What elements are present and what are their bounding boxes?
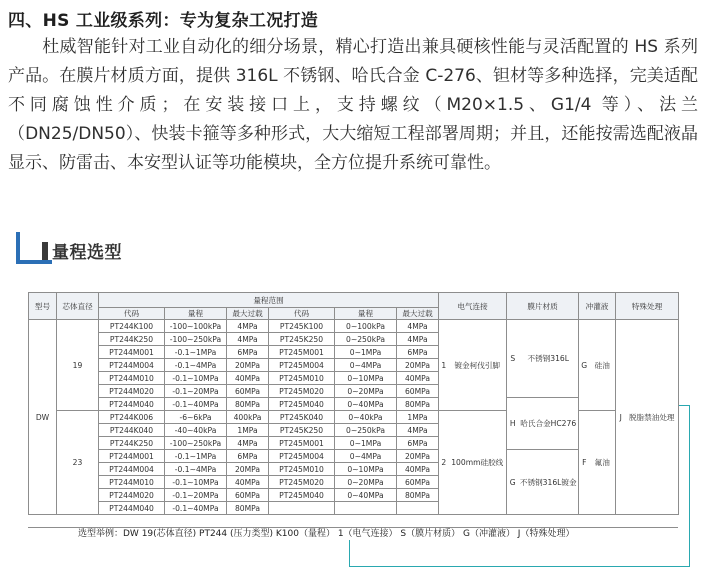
range-range-a-cell: -0.1~40MPa — [165, 398, 227, 411]
range-range-a-cell: -6~6kPa — [165, 411, 227, 424]
range-code-a-cell: PT244K040 — [99, 424, 165, 437]
range-overload-a-cell: 40MPa — [227, 372, 269, 385]
electrical-label-cell: 镀金柯伐引脚 — [449, 320, 507, 411]
diaphragm-code-cell: H — [507, 398, 519, 450]
range-range-a-cell: -100~250kPa — [165, 333, 227, 346]
range-overload-a-cell: 20MPa — [227, 359, 269, 372]
range-overload-b-cell: 60MPa — [397, 385, 439, 398]
range-overload-a-cell: 6MPa — [227, 346, 269, 359]
header-range-group: 量程范围 — [99, 293, 439, 308]
range-code-b-cell: PT245M010 — [269, 372, 335, 385]
range-range-a-cell: -100~100kPa — [165, 320, 227, 333]
diaphragm-label-cell: 不锈钢316L — [519, 320, 579, 398]
header-model: 型号 — [29, 293, 57, 320]
intro-text: 杜威智能针对工业自动化的细分场景，精心打造出兼具硬核性能与灵活配置的 HS 系列产品。在膜片材质方面，提供 316L 不锈钢、哈氏合金 C-276、钽材等多种选择，完美适配不同腐蚀性介质；在安装接口上，支持螺纹（M20×1.5、G1/4 等）、法兰（DN25/DN50）、快装卡箍等多种形式，大大缩短工程部署周期；并且，还能按需选配液晶显示、防雷击、本安型认证等功能模块，全方位提升系统可靠性。 — [8, 37, 698, 173]
special-label-cell: 脱脂禁油处理 — [626, 320, 679, 515]
range-range-a-cell: -0.1~10MPa — [165, 372, 227, 385]
range-code-b-cell: PT245K040 — [269, 411, 335, 424]
range-code-a-cell: PT244M004 — [99, 359, 165, 372]
range-code-a-cell: PT244K100 — [99, 320, 165, 333]
range-overload-b-cell: 20MPa — [397, 359, 439, 372]
title-marker-icon — [42, 242, 48, 260]
range-overload-b-cell: 60MPa — [397, 476, 439, 489]
range-range-b-cell: 0~20MPa — [335, 476, 397, 489]
table-row — [29, 320, 679, 333]
range-range-b-cell: 0~250kPa — [335, 333, 397, 346]
range-range-b-cell: 0~1MPa — [335, 346, 397, 359]
diaphragm-code-cell: G — [507, 450, 519, 515]
range-code-b-cell: PT245M004 — [269, 359, 335, 372]
range-overload-b-cell: 4MPa — [397, 424, 439, 437]
model-cell: DW — [29, 320, 57, 515]
range-overload-a-cell: 4MPa — [227, 333, 269, 346]
diaphragm-code-cell: S — [507, 320, 519, 398]
range-code-a-cell: PT244M020 — [99, 489, 165, 502]
header-diaphragm: 膜片材质 — [507, 293, 579, 320]
range-overload-a-cell: 20MPa — [227, 463, 269, 476]
range-code-a-cell: PT244K006 — [99, 411, 165, 424]
range-code-b-cell: PT245M001 — [269, 346, 335, 359]
range-overload-b-cell: 40MPa — [397, 463, 439, 476]
range-range-a-cell: -0.1~4MPa — [165, 463, 227, 476]
selection-example: 选型举例：DW 19(芯体直径) PT244 (压力类型) K100（量程） 1（电气连接） S（膜片材质） G（冲灌液） J（特殊处理） — [28, 527, 678, 540]
range-overload-a-cell: 6MPa — [227, 450, 269, 463]
range-overload-a-cell: 60MPa — [227, 385, 269, 398]
range-range-b-cell: 0~100kPa — [335, 320, 397, 333]
core-diameter-cell: 19 — [57, 320, 99, 411]
table-row — [29, 411, 679, 424]
range-range-b-cell: 0~1MPa — [335, 437, 397, 450]
range-range-b-cell — [335, 502, 397, 515]
header-max-overpressure: 最大过载 — [227, 308, 269, 320]
range-code-a-cell: PT244K250 — [99, 437, 165, 450]
range-code-b-cell: PT245M001 — [269, 437, 335, 450]
range-code-a-cell: PT244M001 — [99, 450, 165, 463]
electrical-label-cell: 100mm硅胶线 — [449, 411, 507, 515]
range-code-b-cell: PT245M020 — [269, 385, 335, 398]
range-overload-a-cell: 80MPa — [227, 398, 269, 411]
range-overload-b-cell: 1MPa — [397, 411, 439, 424]
header-range: 量程 — [165, 308, 227, 320]
range-code-b-cell: PT245M010 — [269, 463, 335, 476]
diaphragm-label-cell: 不锈钢316L镀金 — [519, 450, 579, 515]
range-range-a-cell: -0.1~20MPa — [165, 489, 227, 502]
range-range-b-cell: 0~4MPa — [335, 450, 397, 463]
header-range-2: 量程 — [335, 308, 397, 320]
range-range-b-cell: 0~10MPa — [335, 372, 397, 385]
header-code: 代码 — [99, 308, 165, 320]
range-code-b-cell: PT245M004 — [269, 450, 335, 463]
range-range-a-cell: -40~40kPa — [165, 424, 227, 437]
fill-label-cell: 氟油 — [590, 411, 616, 515]
range-code-b-cell: PT245M040 — [269, 489, 335, 502]
range-selection-title — [16, 232, 216, 266]
range-overload-a-cell: 40MPa — [227, 476, 269, 489]
header-core-diameter: 芯体直径 — [57, 293, 99, 320]
range-overload-a-cell: 4MPa — [227, 437, 269, 450]
range-code-b-cell: PT245K250 — [269, 333, 335, 346]
range-overload-a-cell: 60MPa — [227, 489, 269, 502]
electrical-code-cell: 1 — [439, 320, 449, 411]
range-range-b-cell: 0~250kPa — [335, 424, 397, 437]
section-heading: 四、HS 工业级系列：专为复杂工况打造 — [8, 11, 319, 31]
header-special: 特殊处理 — [616, 293, 679, 320]
range-selection-label: 量程选型 — [52, 243, 122, 263]
fill-code-cell: F — [579, 411, 590, 515]
range-range-b-cell: 0~20MPa — [335, 385, 397, 398]
header-fill-fluid: 冲灌液 — [579, 293, 616, 320]
range-overload-b-cell: 40MPa — [397, 372, 439, 385]
range-range-a-cell: -0.1~40MPa — [165, 502, 227, 515]
range-overload-a-cell: 400kPa — [227, 411, 269, 424]
range-code-a-cell: PT244K250 — [99, 333, 165, 346]
callout-line — [349, 540, 350, 567]
range-range-a-cell: -0.1~1MPa — [165, 450, 227, 463]
header-code-2: 代码 — [269, 308, 335, 320]
range-overload-a-cell: 80MPa — [227, 502, 269, 515]
range-code-a-cell: PT244M040 — [99, 502, 165, 515]
header-electrical: 电气连接 — [439, 293, 507, 320]
range-code-a-cell: PT244M020 — [99, 385, 165, 398]
range-overload-a-cell: 1MPa — [227, 424, 269, 437]
range-code-a-cell: PT244M040 — [99, 398, 165, 411]
range-code-a-cell: PT244M010 — [99, 372, 165, 385]
range-overload-b-cell: 4MPa — [397, 333, 439, 346]
range-range-b-cell: 0~10MPa — [335, 463, 397, 476]
fill-label-cell: 硅油 — [590, 320, 616, 411]
range-code-b-cell — [269, 502, 335, 515]
range-code-b-cell: PT245K100 — [269, 320, 335, 333]
diaphragm-label-cell: 哈氏合金HC276 — [519, 398, 579, 450]
core-diameter-cell: 23 — [57, 411, 99, 515]
range-code-a-cell: PT244M001 — [99, 346, 165, 359]
range-code-a-cell: PT244M010 — [99, 476, 165, 489]
callout-line — [349, 566, 690, 567]
range-code-a-cell: PT244M004 — [99, 463, 165, 476]
range-range-a-cell: -0.1~4MPa — [165, 359, 227, 372]
fill-code-cell: G — [579, 320, 590, 411]
special-code-cell: J — [616, 320, 626, 515]
intro-paragraph — [8, 33, 698, 178]
callout-line — [689, 405, 690, 567]
range-range-b-cell: 0~4MPa — [335, 359, 397, 372]
range-range-b-cell: 0~40MPa — [335, 489, 397, 502]
range-overload-b-cell: 80MPa — [397, 489, 439, 502]
callout-line — [679, 405, 690, 406]
electrical-code-cell: 2 — [439, 411, 449, 515]
title-accent-underline — [16, 260, 52, 264]
range-overload-b-cell: 4MPa — [397, 320, 439, 333]
range-range-a-cell: -0.1~10MPa — [165, 476, 227, 489]
range-overload-b-cell: 6MPa — [397, 437, 439, 450]
range-code-b-cell: PT245K250 — [269, 424, 335, 437]
range-range-a-cell: -0.1~20MPa — [165, 385, 227, 398]
range-overload-b-cell — [397, 502, 439, 515]
range-selection-table — [28, 292, 679, 515]
range-overload-b-cell: 6MPa — [397, 346, 439, 359]
range-range-a-cell: -100~250kPa — [165, 437, 227, 450]
header-max-overpressure-2: 最大过载 — [397, 308, 439, 320]
range-range-a-cell: -0.1~1MPa — [165, 346, 227, 359]
range-range-b-cell: 0~40MPa — [335, 398, 397, 411]
range-overload-b-cell: 80MPa — [397, 398, 439, 411]
range-code-b-cell: PT245M020 — [269, 476, 335, 489]
range-overload-a-cell: 4MPa — [227, 320, 269, 333]
range-range-b-cell: 0~40kPa — [335, 411, 397, 424]
range-overload-b-cell: 20MPa — [397, 450, 439, 463]
range-code-b-cell: PT245M040 — [269, 398, 335, 411]
